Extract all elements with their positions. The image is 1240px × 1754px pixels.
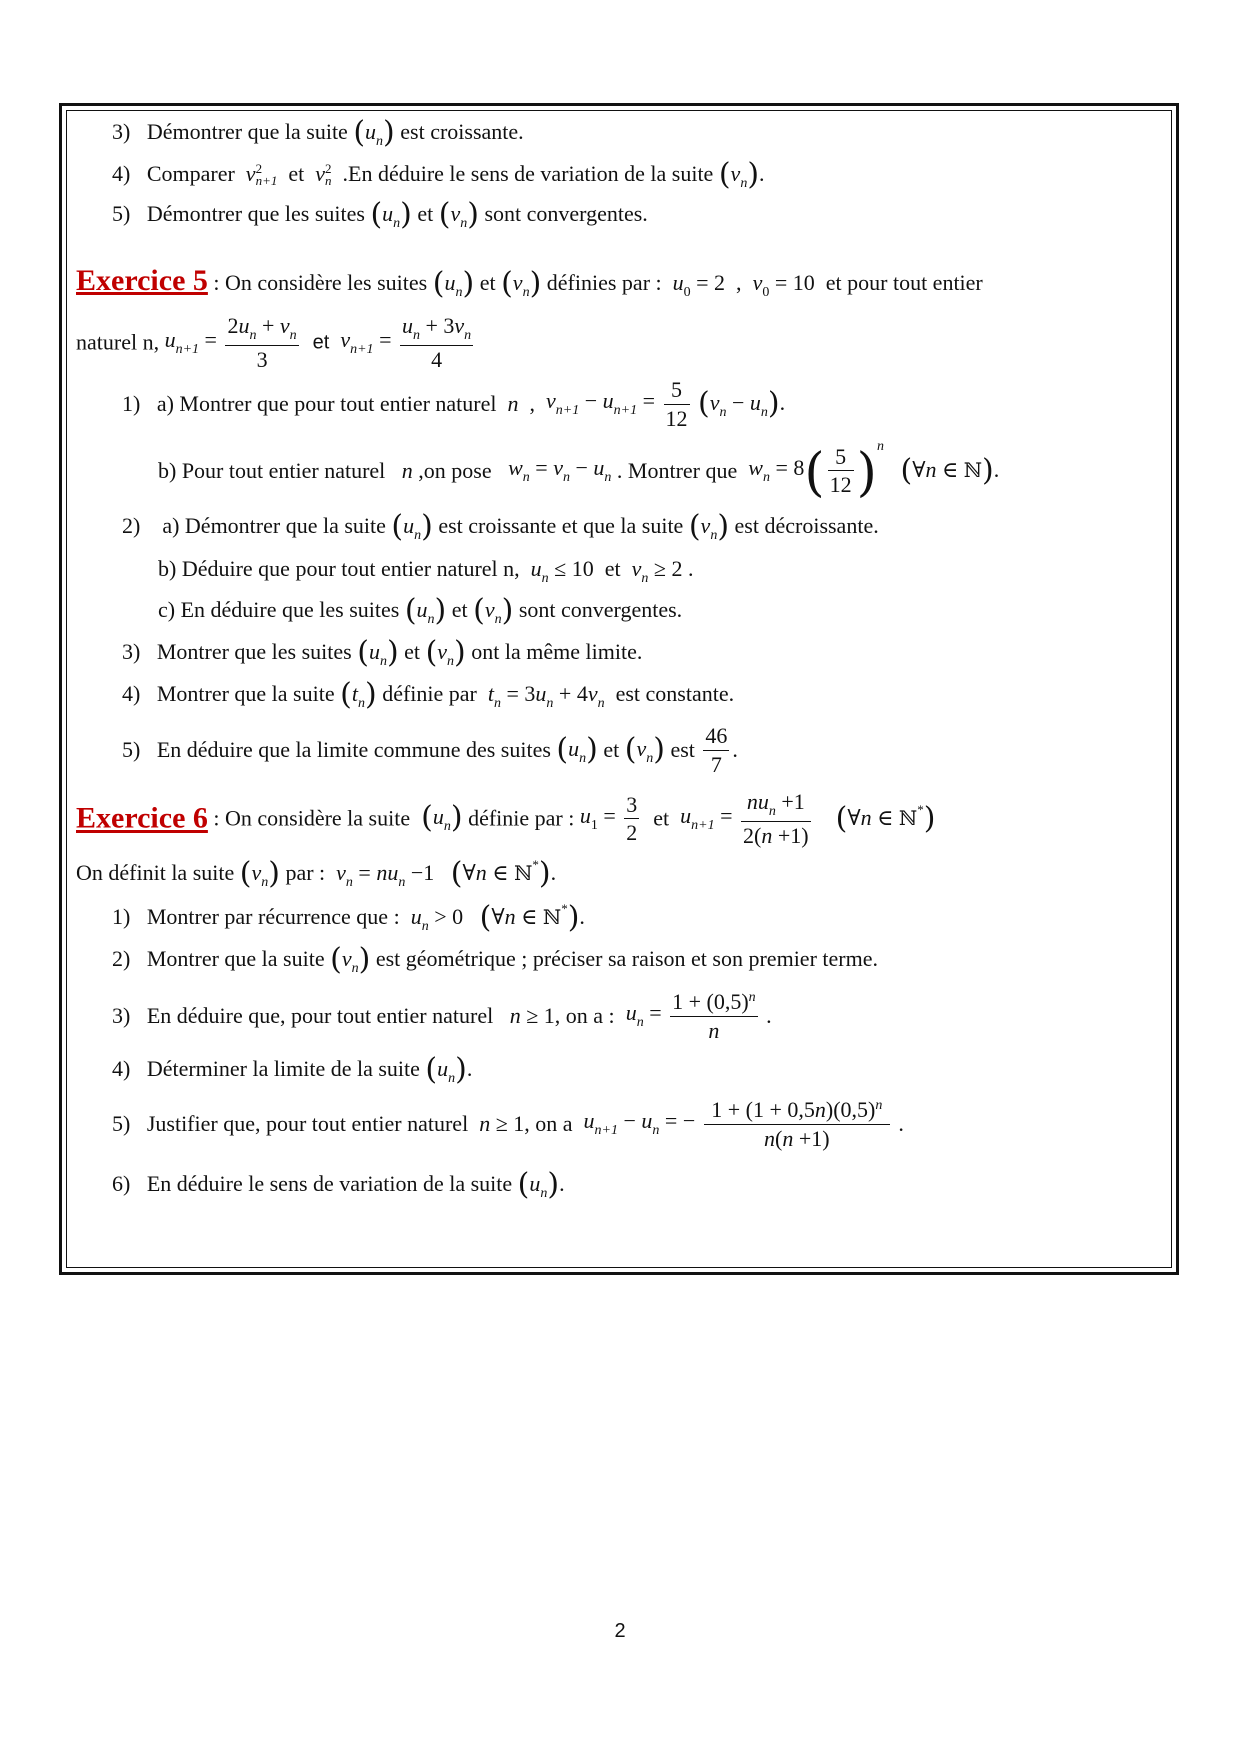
ex5-q2a: 2) a) Démontrer que la suite $(u_n)$ est croissante et que la suite $(v_n)$ est décroissante. <box>122 509 879 544</box>
page-number: 2 <box>614 1620 626 1642</box>
ex5-q4: 4) Montrer que la suite $(t_n)$ définie par $t_n = 3u_n + 4v_n$ est constante. <box>122 677 735 712</box>
ex6-q3: 3) En déduire que, pour tout entier naturel n ≥ 1, on a : $u_n$ = $\frac{1 + (0,5)^n}{n}$ . <box>112 989 772 1043</box>
ex5-q1a: 1) a) Montrer que pour tout entier naturel n , $v_{n+1} - u_{n+1}$ = $\frac{5}{12}$ $(v_n - u_n)$. <box>122 377 786 431</box>
ex5-q5: 5) En déduire que la limite commune des suites $(u_n)$ et $(v_n)$ est $\frac{46}{7}$ . <box>122 723 738 777</box>
ex5-q1b: b) Pour tout entier naturel n ,on pose $w_n = v_n - u_n$ . Montrer que $w_n = 8$( $\frac{5}{12}$ )$^n$ (∀n ∈ ℕ). <box>158 439 1000 503</box>
item-4: 4) Comparer v 2 n+1 et v 2 n .En déduire le sens de variation de la suite $(v_n)$. <box>112 157 765 192</box>
ex5-q2b: b) Déduire que pour tout entier naturel n, $u_n \le 10$ et $v_n \ge 2$ . <box>158 556 694 586</box>
ex6-q2: 2) Montrer que la suite $(v_n)$ est géométrique ; préciser sa raison et son premier terme. <box>112 942 878 977</box>
ex6-q4: 4) Déterminer la limite de la suite $(u_n)$. <box>112 1052 473 1087</box>
ex6-q5: 5) Justifier que, pour tout entier naturel n ≥ 1, on a $u_{n+1} - u_n$ = − $\frac{1 + (1 + 0,5n)(0,5)^n}{n(n +1)}$ . <box>112 1097 904 1151</box>
ex5-q2c: c) En déduire que les suites $(u_n)$ et $(v_n)$ sont convergentes. <box>158 593 683 628</box>
ex6-title: Exercice 6 <box>76 801 208 835</box>
ex5-q3: 3) Montrer que les suites $(u_n)$ et $(v_n)$ ont la même limite. <box>122 635 643 670</box>
ex5-def: naturel n, $u_{n+1}$ = $\frac{2u_n + v_n}{3}$ et $v_{n+1}$ = $\frac{u_n + 3v_n}{4}$ <box>76 313 472 372</box>
ex5-intro: Exercice 5 : On considère les suites $(u_n)$ et $(v_n)$ définies par : $u_0 = 2$ , $v_0 = 10$ et pour tout entier <box>76 264 983 301</box>
ex6-q6: 6) En déduire le sens de variation de la suite $(u_n)$. <box>112 1167 565 1202</box>
ex6-q1: 1) Montrer par récurrence que : $u_n > 0$ (∀n ∈ ℕ*). <box>112 900 585 935</box>
item-3: 3) Démontrer que la suite $(u_n)$ est croissante. <box>112 115 524 150</box>
ex6-def: On définit la suite $(v_n)$ par : $v_n = nu_n -1$ (∀n ∈ ℕ*). <box>76 856 557 891</box>
item-5: 5) Démontrer que les suites $(u_n)$ et $(v_n)$ sont convergentes. <box>112 197 648 232</box>
ex6-intro: Exercice 6 : On considère la suite $(u_n)$ définie par : $u_1$ = $\frac{3}{2}$ et $u_{n+1}$ = $\frac{nu_n +1}{2(n +1)}$ (∀n ∈ ℕ*) <box>76 789 936 848</box>
ex5-title: Exercice 5 <box>76 264 208 297</box>
